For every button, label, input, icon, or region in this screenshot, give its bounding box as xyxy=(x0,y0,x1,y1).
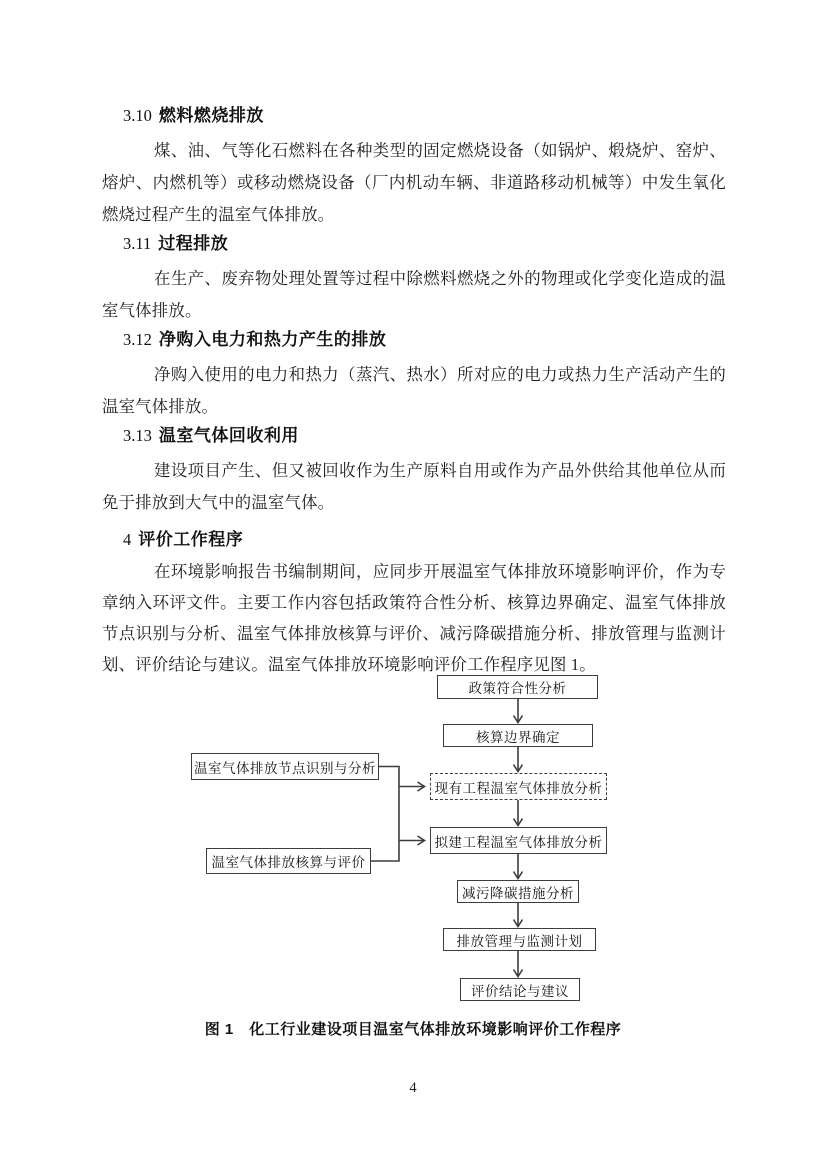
heading-3-13 xyxy=(123,424,726,448)
heading-title: 燃料燃烧排放 xyxy=(158,106,264,125)
flow-node-conclusions-suggestions: 评价结论与建议 xyxy=(460,978,580,1001)
page-number: 4 xyxy=(409,1080,417,1096)
heading-title: 评价工作程序 xyxy=(138,530,244,549)
paragraph-3-10: 煤、油、气等化石燃料在各种类型的固定燃烧设备（如锅炉、煅烧炉、窑炉、熔炉、内燃机等）或移动燃烧设备（厂内机动车辆、非道路移动机械等）中发生氧化燃烧过程产生的温室气体排放。 xyxy=(102,141,726,224)
flow-node-existing-project-emission-analysis: 现有工程温室气体排放分析 xyxy=(430,773,607,800)
flow-node-pollution-carbon-reduction-analysis: 减污降碳措施分析 xyxy=(457,880,579,903)
paragraph-4: 在环境影响报告书编制期间，应同步开展温室气体排放环境影响评价，作为专章纳入环评文件。主要工作内容包括政策符合性分析、核算边界确定、温室气体排放节点识别与分析、温室气体排放核算与评价、减污降碳措施分析、排放管理与监测计划、评价结论与建议。温室气体排放环境影响评价工作程序见图 1。 xyxy=(102,562,726,674)
heading-number: 3.11 xyxy=(123,234,152,253)
heading-number: 4 xyxy=(123,530,132,549)
flow-node-accounting-boundary: 核算边界确定 xyxy=(443,724,593,747)
flow-node-emission-accounting-evaluation: 温室气体排放核算与评价 xyxy=(206,848,371,874)
heading-title: 温室气体回收利用 xyxy=(158,426,299,445)
paragraph-3-11: 在生产、废弃物处理处置等过程中除燃料燃烧之外的物理或化学变化造成的温室气体排放。 xyxy=(102,269,726,320)
heading-4 xyxy=(123,528,726,552)
flow-arrows xyxy=(0,671,826,1012)
heading-3-11 xyxy=(123,232,726,256)
flow-node-policy-conformity-analysis: 政策符合性分析 xyxy=(437,675,598,699)
flow-node-emission-node-identification: 温室气体排放节点识别与分析 xyxy=(191,753,379,780)
flow-node-proposed-project-emission-analysis: 拟建工程温室气体排放分析 xyxy=(430,827,607,854)
heading-number: 3.10 xyxy=(123,106,152,125)
flow-node-emission-management-monitoring-plan: 排放管理与监测计划 xyxy=(443,928,596,951)
figure-caption: 图 1 化工行业建设项目温室气体排放环境影响评价工作程序 xyxy=(204,1021,622,1038)
heading-3-12 xyxy=(123,328,726,352)
heading-title: 净购入电力和热力产生的排放 xyxy=(158,330,387,349)
heading-3-10 xyxy=(123,104,726,128)
paragraph-3-12: 净购入使用的电力和热力（蒸汽、热水）所对应的电力或热力生产活动产生的温室气体排放。 xyxy=(102,365,726,416)
paragraph-3-13: 建设项目产生、但又被回收作为生产原料自用或作为产品外供给其他单位从而免于排放到大气中的温室气体。 xyxy=(102,461,726,512)
heading-number: 3.12 xyxy=(123,330,152,349)
flowchart-figure xyxy=(0,671,826,1012)
heading-number: 3.13 xyxy=(123,426,152,445)
heading-title: 过程排放 xyxy=(158,234,229,253)
